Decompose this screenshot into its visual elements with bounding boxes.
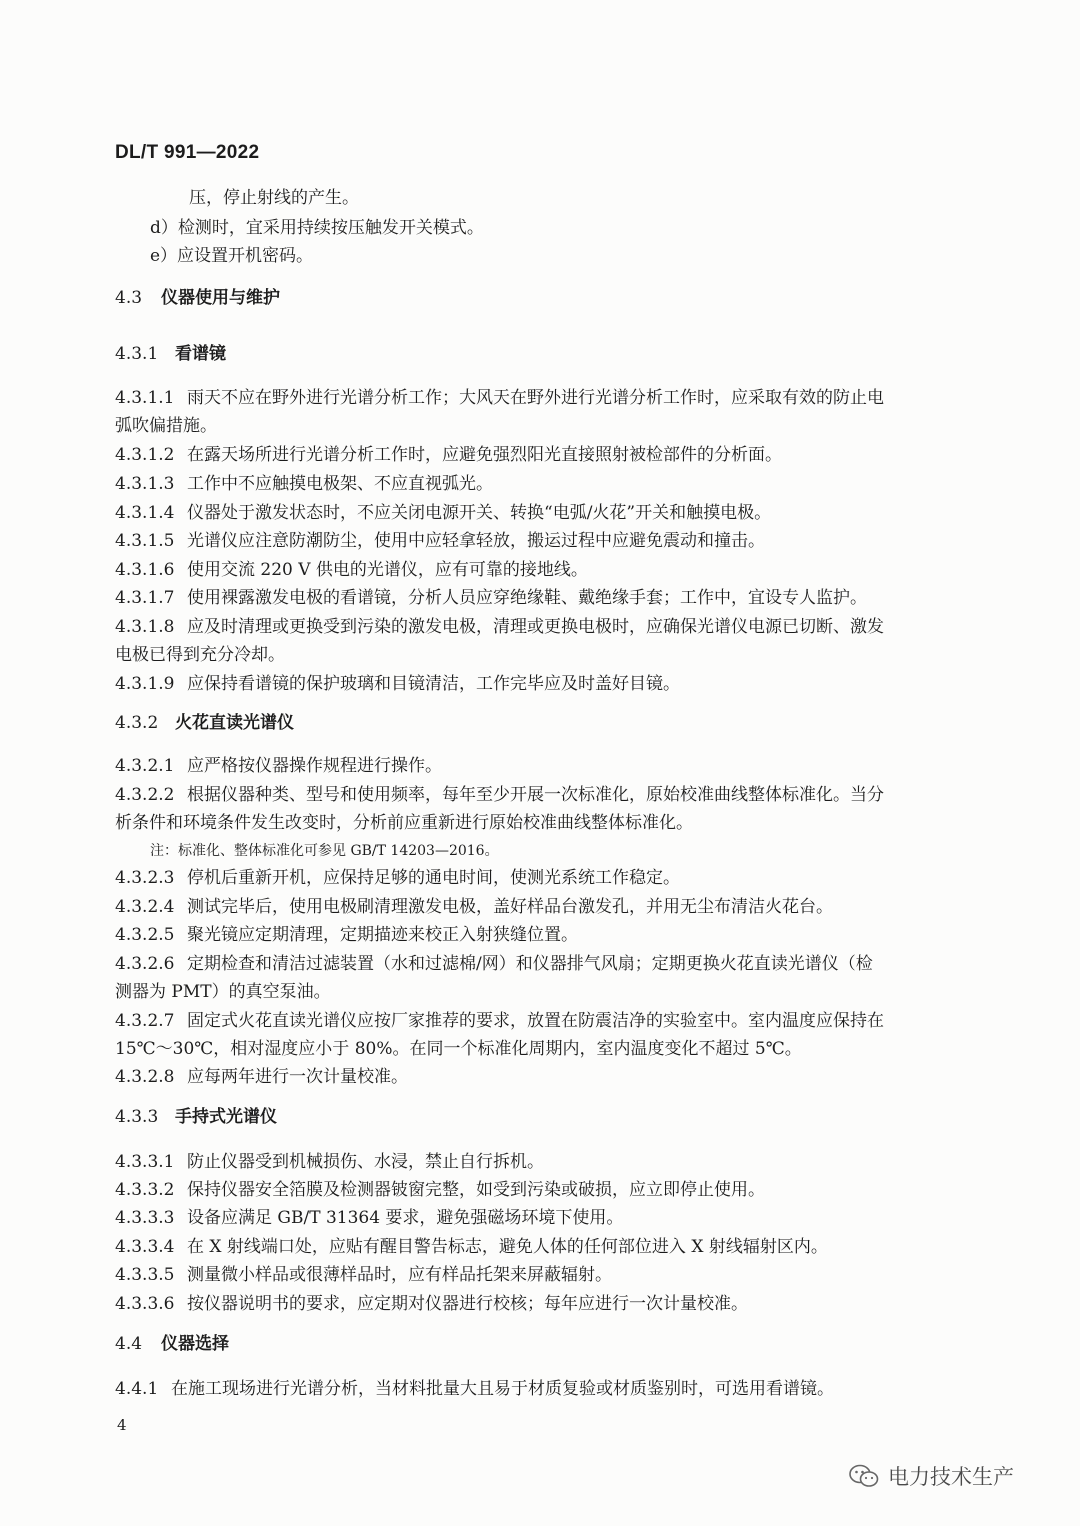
- note-line: 注：标准化、整体标准化可参见 GB/T 14203—2016。: [150, 843, 499, 859]
- clause-text: 雨天不应在野外进行光谱分析工作；大风天在野外进行光谱分析工作时，应采取有效的防止电: [187, 388, 884, 408]
- clause-4-4-1: [115, 1378, 834, 1400]
- clause-4-3-1-1: [115, 387, 884, 409]
- standard-code: DL/T 991—2022: [115, 142, 260, 163]
- paragraph-line: 电极已得到充分冷却。: [115, 645, 285, 665]
- section-title: 仪器使用与维护: [161, 288, 280, 308]
- list-item-e: e）应设置开机密码。: [150, 246, 314, 266]
- clause-4-3-3-6: [115, 1293, 748, 1315]
- clause-4-3-1-3: [115, 473, 493, 495]
- clause-number: 4.3.3.6: [115, 1294, 175, 1314]
- clause-text: 应保持看谱镜的保护玻璃和目镜清洁，工作完毕应及时盖好目镜。: [187, 674, 680, 694]
- clause-number: 4.3.2.1: [115, 756, 175, 776]
- clause-text: 保持仪器安全箔膜及检测器铍窗完整，如受到污染或破损，应立即停止使用。: [187, 1180, 765, 1200]
- clause-number: 4.3.1.3: [115, 474, 175, 494]
- clause-text: 防止仪器受到机械损伤、水浸，禁止自行拆机。: [187, 1152, 544, 1172]
- list-item-d: d）检测时，宜采用持续按压触发开关模式。: [150, 218, 484, 238]
- clause-text: 停机后重新开机，应保持足够的通电时间，使测光系统工作稳定。: [187, 868, 680, 888]
- clause-number: 4.4.1: [115, 1379, 159, 1399]
- section-number: 4.3.3: [115, 1107, 159, 1127]
- section-number: 4.3: [115, 288, 143, 308]
- clause-4-3-1-7: [115, 587, 867, 609]
- clause-4-3-1-9: [115, 673, 680, 695]
- section-title: 仪器选择: [161, 1334, 229, 1354]
- clause-number: 4.3.2.8: [115, 1067, 175, 1087]
- clause-number: 4.3.2.5: [115, 925, 175, 945]
- clause-number: 4.3.2.6: [115, 954, 175, 974]
- clause-number: 4.3.2.7: [115, 1011, 175, 1031]
- clause-number: 4.3.3.4: [115, 1237, 175, 1257]
- clause-text: 固定式火花直读光谱仪应按厂家推荐的要求，放置在防震洁净的实验室中。室内温度应保持在: [187, 1011, 884, 1031]
- clause-text: 应及时清理或更换受到污染的激发电极，清理或更换电极时，应确保光谱仪电源已切断、激发: [187, 617, 884, 637]
- section-title: 看谱镜: [175, 344, 226, 364]
- clause-text: 测试完毕后，使用电极刷清理激发电极，盖好样品台激发孔，并用无尘布清洁火花台。: [187, 897, 833, 917]
- watermark: [848, 1461, 1014, 1491]
- clause-number: 4.3.1.4: [115, 503, 175, 523]
- clause-number: 4.3.1.2: [115, 445, 175, 465]
- clause-4-3-2-7: [115, 1010, 884, 1032]
- clause-4-3-1-2: [115, 444, 782, 466]
- paragraph-line: 15℃～30℃，相对湿度应小于 80%。在同一个标准化周期内，室内温度变化不超过 5℃。: [115, 1039, 802, 1059]
- clause-4-3-2-6: [115, 953, 873, 975]
- clause-4-3-3-2: [115, 1179, 765, 1201]
- clause-4-3-3-4: [115, 1236, 828, 1258]
- clause-number: 4.3.3.1: [115, 1152, 175, 1172]
- wechat-icon: [848, 1463, 880, 1489]
- clause-4-3-2-8: [115, 1066, 408, 1088]
- clause-number: 4.3.1.1: [115, 388, 175, 408]
- clause-number: 4.3.3.5: [115, 1265, 175, 1285]
- clause-text: 使用裸露激发电极的看谱镜，分析人员应穿绝缘鞋、戴绝缘手套；工作中，宜设专人监护。: [187, 588, 867, 608]
- clause-number: 4.3.1.9: [115, 674, 175, 694]
- page-number: 4: [117, 1416, 127, 1434]
- clause-4-3-1-5: [115, 530, 765, 552]
- clause-text: 应严格按仪器操作规程进行操作。: [187, 756, 442, 776]
- section-heading-4-4: [115, 1333, 229, 1355]
- paragraph-line: 压，停止射线的产生。: [189, 188, 359, 208]
- clause-4-3-1-8: [115, 616, 884, 638]
- clause-text: 定期检查和清洁过滤装置（水和过滤棉/网）和仪器排气风扇；定期更换火花直读光谱仪（检: [187, 954, 873, 974]
- section-title: 手持式光谱仪: [175, 1107, 277, 1127]
- clause-number: 4.3.1.8: [115, 617, 175, 637]
- clause-4-3-3-1: [115, 1151, 544, 1173]
- clause-4-3-3-3: [115, 1207, 623, 1229]
- clause-4-3-1-6: [115, 559, 588, 581]
- section-heading-4-3-1: [115, 343, 226, 365]
- paragraph-line: 析条件和环境条件发生改变时，分析前应重新进行原始校准曲线整体标准化。: [115, 813, 693, 833]
- clause-4-3-3-5: [115, 1264, 612, 1286]
- clause-number: 4.3.1.5: [115, 531, 175, 551]
- clause-4-3-1-4: [115, 502, 771, 524]
- clause-4-3-2-2: [115, 784, 884, 806]
- section-heading-4-3: [115, 287, 280, 309]
- clause-text: 工作中不应触摸电极架、不应直视弧光。: [187, 474, 493, 494]
- clause-text: 在露天场所进行光谱分析工作时，应避免强烈阳光直接照射被检部件的分析面。: [187, 445, 782, 465]
- clause-number: 4.3.3.2: [115, 1180, 175, 1200]
- clause-number: 4.3.2.3: [115, 868, 175, 888]
- clause-text: 在施工现场进行光谱分析，当材料批量大且易于材质复验或材质鉴别时，可选用看谱镜。: [171, 1379, 834, 1399]
- clause-4-3-2-3: [115, 867, 680, 889]
- clause-number: 4.3.3.3: [115, 1208, 175, 1228]
- clause-4-3-2-1: [115, 755, 442, 777]
- section-heading-4-3-3: [115, 1106, 277, 1128]
- clause-text: 聚光镜应定期清理，定期描迹来校正入射狭缝位置。: [187, 925, 578, 945]
- watermark-text: 电力技术生产: [888, 1465, 1014, 1489]
- paragraph-line: 测器为 PMT）的真空泵油。: [115, 982, 331, 1002]
- section-number: 4.3.1: [115, 344, 159, 364]
- section-title: 火花直读光谱仪: [175, 713, 294, 733]
- clause-text: 使用交流 220 V 供电的光谱仪，应有可靠的接地线。: [187, 560, 588, 580]
- clause-text: 仪器处于激发状态时，不应关闭电源开关、转换“电弧/火花”开关和触摸电极。: [187, 503, 772, 523]
- clause-text: 应每两年进行一次计量校准。: [187, 1067, 408, 1087]
- section-number: 4.4: [115, 1334, 143, 1354]
- clause-text: 根据仪器种类、型号和使用频率，每年至少开展一次标准化，原始校准曲线整体标准化。当分: [187, 785, 884, 805]
- clause-number: 4.3.2.4: [115, 897, 175, 917]
- clause-text: 在 X 射线端口处，应贴有醒目警告标志，避免人体的任何部位进入 X 射线辐射区内。: [187, 1237, 828, 1257]
- clause-number: 4.3.2.2: [115, 785, 175, 805]
- section-number: 4.3.2: [115, 713, 159, 733]
- clause-text: 测量微小样品或很薄样品时，应有样品托架来屏蔽辐射。: [187, 1265, 612, 1285]
- clause-number: 4.3.1.7: [115, 588, 175, 608]
- clause-4-3-2-5: [115, 924, 578, 946]
- paragraph-line: 弧吹偏措施。: [115, 416, 217, 436]
- clause-number: 4.3.1.6: [115, 560, 175, 580]
- clause-4-3-2-4: [115, 896, 833, 918]
- clause-text: 光谱仪应注意防潮防尘，使用中应轻拿轻放，搬运过程中应避免震动和撞击。: [187, 531, 765, 551]
- clause-text: 按仪器说明书的要求，应定期对仪器进行校核；每年应进行一次计量校准。: [187, 1294, 748, 1314]
- section-heading-4-3-2: [115, 712, 294, 734]
- clause-text: 设备应满足 GB/T 31364 要求，避免强磁场环境下使用。: [187, 1208, 624, 1228]
